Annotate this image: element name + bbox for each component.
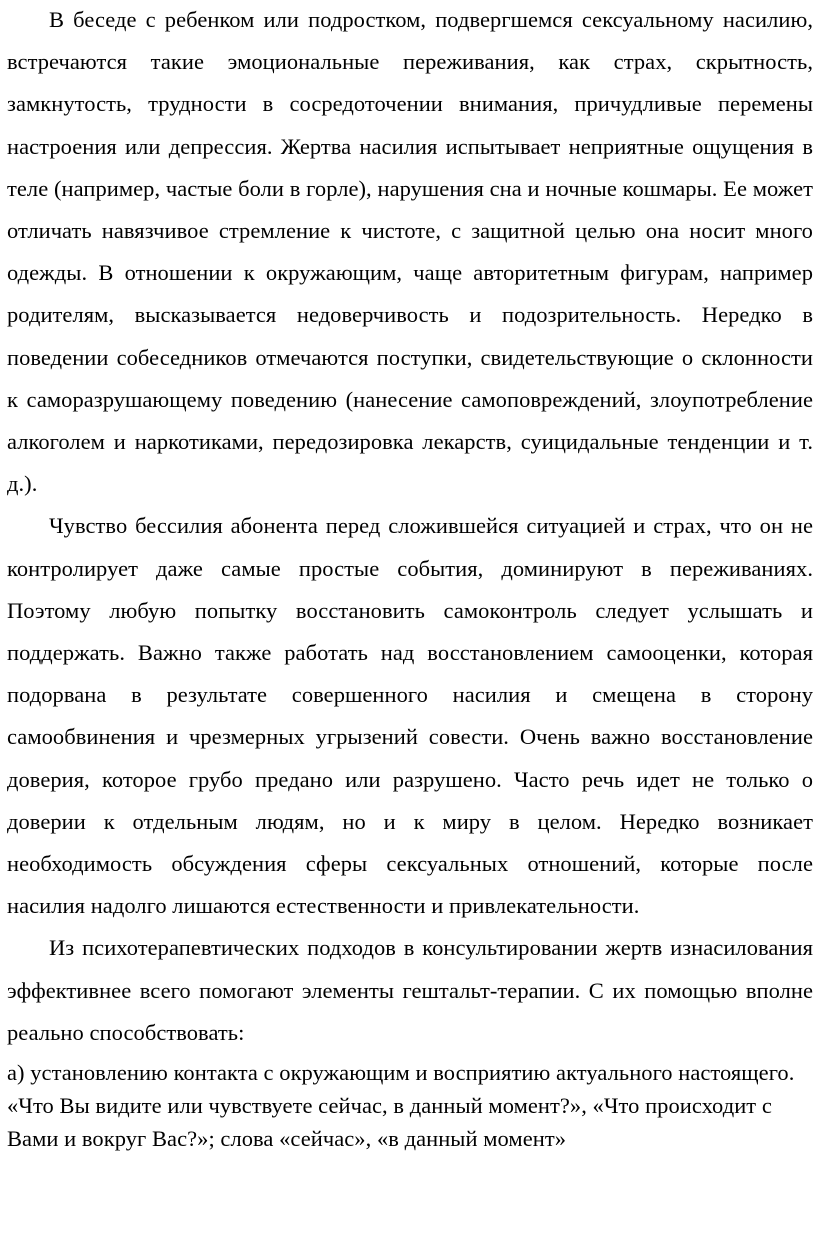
paragraph-2: Чувство бессилия абонента перед сложившейся ситуацией и страх, что он не контролирует даже самые простые события, доминируют в переживаниях. Поэтому любую попытку восстановить самоконтроль следует услышать и поддержать. Важно также работать над восстановлением самооценки, которая подорвана в результате совершенного насилия и смещена в сторону самообвинения и чрезмерных угрызений совести. Очень важно восстановление доверия, которое грубо предано или разрушено. Часто речь идет не только о доверии к отдельным людям, но и к миру в целом. Нередко возникает необходимость обсуждения сферы сексуальных отношений, которые после насилия надолго лишаются естественности и привлекательности.	[7, 513, 813, 919]
document-page	[7, 0, 813, 1155]
list-item-a: а) установлению контакта с окружающим и восприятию актуального настоящего. «Что Вы видите или чувствуете сейчас, в данный момент?», «Что происходит с Вами и вокруг Вас?»; слова «сейчас», «в данный момент»	[7, 1060, 795, 1152]
paragraph-3: Из психотерапевтических подходов в консультировании жертв изнасилования эффективнее всего помогают элементы гештальт-терапии. С их помощью вполне реально способствовать:	[7, 935, 813, 1045]
paragraph-1: В беседе с ребенком или подростком, подвергшемся сексуальному насилию, встречаются такие эмоциональные переживания, как страх, скрытность, замкнутость, трудности в сосредоточении внимания, причудливые перемены настроения или депрессия. Жертва насилия испытывает неприятные ощущения в теле (например, частые боли в горле), нарушения сна и ночные кошмары. Ее может отличать навязчивое стремление к чистоте, с защитной целью она носит много одежды. В отношении к окружающим, чаще авторитетным фигурам, например родителям, высказывается недоверчивость и подозрительность. Нередко в поведении собеседников отмечаются поступки, свидетельствующие о склонности к саморазрушающему поведению (нанесение самоповреждений, злоупотребление алкоголем и наркотиками, передозировка лекарств, суицидальные тенденции и т. д.).	[7, 7, 813, 497]
